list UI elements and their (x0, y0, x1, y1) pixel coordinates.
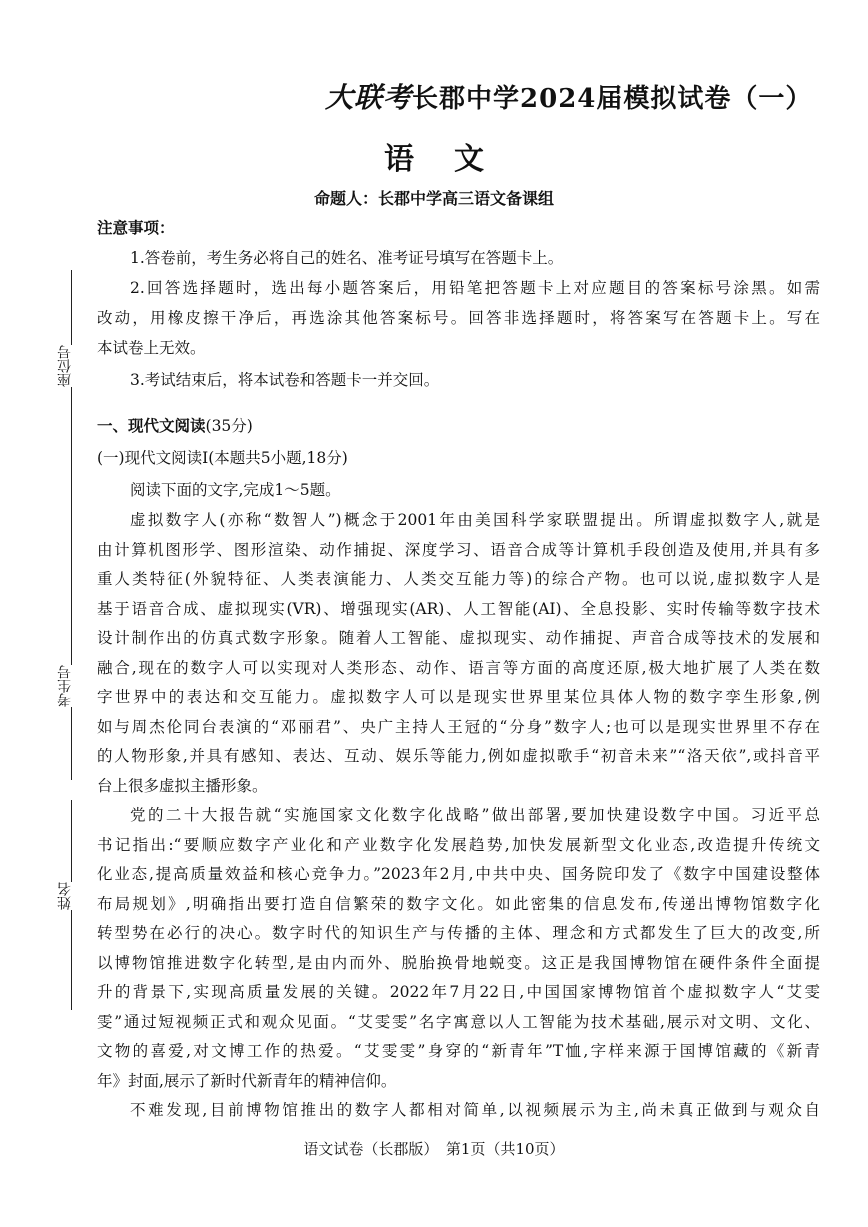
passage-line: 不难发现,目前博物馆推出的数字人都相对简单,以视频展示为主,尚未真正做到与观众自 (130, 1101, 820, 1119)
note-line: 2.回答选择题时，选出每小题答案后，用铅笔把答题卡上对应题目的答案标号涂黑。如需 (130, 279, 820, 297)
section-heading (97, 414, 820, 436)
passage-line: 布局规划》,明确指出要打造自信繁荣的数字文化。如此密集的信息发布,传递出博物馆数字化 (97, 895, 820, 913)
subsection-heading: (一)现代文阅读Ⅰ(本题共5小题,18分) (97, 449, 348, 467)
subject-title: 语文 (384, 142, 524, 177)
section-title: 一、现代文阅读 (97, 417, 206, 435)
exam-title-text: 长郡中学2024届模拟试卷（一） (412, 84, 813, 114)
passage-line: 重人类特征(外貌特征、人类表演能力、人类交互能力等)的综合产物。也可以说,虚拟数字人是 (97, 570, 820, 588)
candidate-number-label: 考生号 (58, 665, 76, 707)
passage-line: 虚拟数字人(亦称“数智人”)概念于2001年由美国科学家联盟提出。所谓虚拟数字人,就是 (130, 511, 820, 529)
note-line: 1.答卷前，考生务必将自己的姓名、准考证号填写在答题卡上。 (130, 249, 564, 267)
binding-line (71, 480, 72, 780)
passage-line: 文物的喜爱,对文博工作的热爱。“艾雯雯”身穿的“新青年”T恤,字样来源于国博馆藏的《新青 (97, 1042, 820, 1060)
passage-line: 雯”通过短视频正式和观众见面。“艾雯雯”名字寓意以人工智能为技术基础,展示对文明、文化、 (97, 1013, 820, 1031)
page-footer: 语文试卷（长郡版） 第1页（共10页） (303, 1140, 565, 1158)
section-score: (35分) (205, 417, 253, 435)
passage-line: 党的二十大报告就“实施国家文化数字化战略”做出部署,要加快建设数字中国。习近平总 (130, 806, 820, 824)
passage-line: 的人物形象,并具有感知、表达、互动、娱乐等能力,例如虚拟歌手“初音未来”“洛天依”,或抖音平 (97, 747, 820, 765)
brand-logo-text: 大联考 (325, 81, 413, 114)
seat-number-label: 座位号 (58, 345, 76, 387)
passage-line: 字世界中的表达和交互能力。虚拟数字人可以是现实世界里某位具体人物的数字孪生形象,例 (97, 688, 820, 706)
note-line: 3.考试结束后，将本试卷和答题卡一并交回。 (130, 371, 440, 389)
passage-line: 以博物馆推进数字化转型,是由内而外、脱胎换骨地蜕变。这正是我国博物馆在硬件条件全面提 (97, 954, 820, 972)
passage-line: 年》封面,展示了新时代新青年的精神信仰。 (97, 1072, 397, 1090)
passage-line: 由计算机图形学、图形渲染、动作捕捉、深度学习、语音合成等计算机手段创造及使用,并具有多 (97, 541, 820, 559)
note-line: 改动，用橡皮擦干净后，再选涂其他答案标号。回答非选择题时，将答案写在答题卡上。写在 (97, 309, 820, 327)
passage-line: 如与周杰伦同台表演的“邓丽君”、央广主持人王冠的“分身”数字人;也可以是现实世界里不存在 (97, 718, 820, 736)
passage-line: 台上很多虚拟主播形象。 (97, 777, 268, 795)
passage-line: 化业态,提高质量效益和核心竞争力。”2023年2月,中共中央、国务院印发了《数字中国建设整体 (97, 865, 820, 883)
note-line: 本试卷上无效。 (97, 339, 206, 357)
passage-line: 升的背景下,实现高质量发展的关键。2022年7月22日,中国国家博物馆首个虚拟数字人“艾雯 (97, 983, 820, 1001)
exam-title (325, 76, 812, 116)
notes-heading: 注意事项： (97, 219, 175, 237)
passage-line: 转型势在必行的决心。数字时代的知识生产与传播的主体、理念和方式都发生了巨大的改变,所 (97, 924, 820, 942)
passage-line: 融合,现在的数字人可以实现对人类形态、动作、语言等方面的高度还原,极大地扩展了人类在数 (97, 659, 820, 677)
name-label: 姓名 (58, 882, 76, 910)
passage-line: 基于语音合成、虚拟现实(VR)、增强现实(AR)、人工智能(AI)、全息投影、实时传输等数字技术 (97, 600, 820, 618)
passage-line: 设计制作出的仿真式数字形象。随着人工智能、虚拟现实、动作捕捉、声音合成等技术的发展和 (97, 629, 820, 647)
author-line: 命题人：长郡中学高三语文备课组 (313, 189, 554, 208)
reading-instruction: 阅读下面的文字,完成1～5题。 (130, 481, 341, 499)
passage-line: 书记指出:“要顺应数字产业化和产业数字化发展趋势,加快发展新型文化业态,改造提升传统文 (97, 836, 820, 854)
